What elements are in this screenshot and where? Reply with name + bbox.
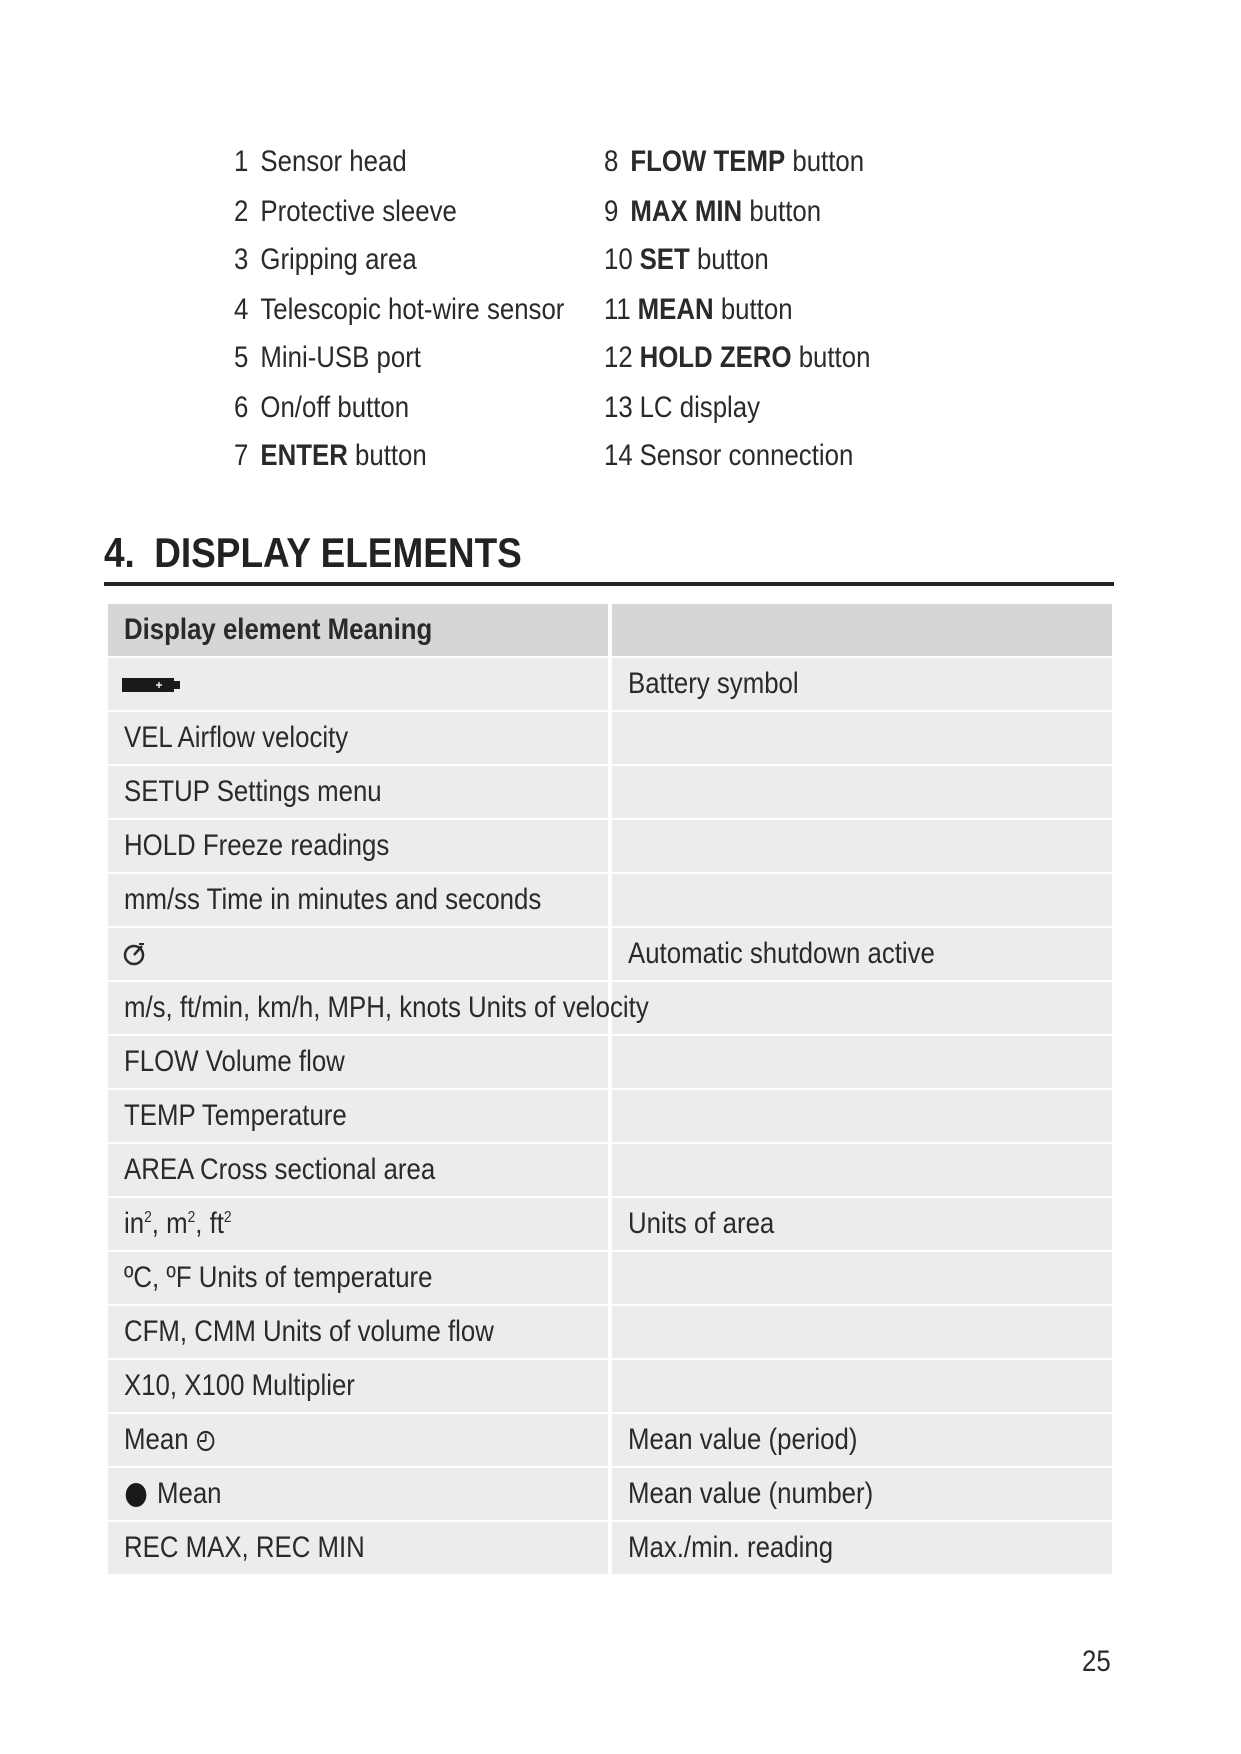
- part-label: LC display: [639, 391, 761, 424]
- table-row: [108, 1360, 1112, 1412]
- part-label-rest: button: [689, 243, 769, 276]
- unit-ft: , ft: [195, 1207, 224, 1240]
- table-cell-element: [108, 1252, 608, 1304]
- table-cell-element: [108, 1360, 608, 1412]
- meaning-text: Units of area: [628, 1207, 775, 1240]
- part-number: 13: [604, 391, 633, 424]
- part-item-12: [604, 340, 870, 376]
- table-row: [108, 1522, 1112, 1574]
- table-cell-meaning: [612, 928, 1112, 980]
- table-cell-element: [108, 928, 608, 980]
- part-number: 4: [234, 293, 249, 326]
- part-label: On/off button: [260, 391, 410, 424]
- part-label-rest: button: [713, 293, 793, 326]
- part-label-bold: HOLD ZERO: [639, 341, 792, 374]
- part-label: Telescopic hot-wire sensor: [260, 293, 565, 326]
- table-row: [108, 928, 1112, 980]
- part-label-rest: button: [791, 341, 871, 374]
- part-number: 8: [604, 145, 619, 178]
- part-item-7: [234, 438, 427, 474]
- table-cell-meaning: [612, 874, 1112, 926]
- table-cell-meaning: [612, 1198, 1112, 1250]
- table-cell-element: [108, 1144, 608, 1196]
- table-cell-element: [108, 1090, 608, 1142]
- table-cell-meaning: [612, 1090, 1112, 1142]
- table-row: [108, 1414, 1112, 1466]
- element-text: mm/ss Time in minutes and seconds: [124, 883, 542, 916]
- section-number: 4.: [104, 529, 135, 576]
- table-cell-element: [108, 712, 608, 764]
- part-label: Mini-USB port: [260, 341, 421, 374]
- table-cell-element: [108, 1522, 608, 1574]
- part-item-13: [604, 390, 760, 426]
- part-number: 11: [604, 293, 631, 326]
- table-row: [108, 766, 1112, 818]
- part-item-3: [234, 242, 417, 278]
- table-header-cell: [108, 604, 608, 656]
- superscript: 2: [223, 1209, 232, 1226]
- part-label-bold: MAX MIN: [630, 195, 743, 228]
- part-number: 9: [604, 195, 619, 228]
- heading-rule: [104, 582, 1114, 586]
- part-item-5: [234, 340, 421, 376]
- table-cell-meaning: [612, 1522, 1112, 1574]
- mean-label: Mean: [156, 1477, 222, 1510]
- part-number: 1: [234, 145, 249, 178]
- table-row: [108, 1036, 1112, 1088]
- part-number: 14: [604, 439, 633, 472]
- table-header-row: [108, 604, 1112, 656]
- meaning-text: Mean value (period): [628, 1423, 858, 1456]
- part-item-8: [604, 144, 864, 180]
- table-cell-meaning: [612, 1306, 1112, 1358]
- table-cell-element: [108, 1414, 608, 1466]
- battery-icon: [122, 678, 180, 692]
- clock-icon: [196, 1429, 217, 1453]
- part-number: 3: [234, 243, 249, 276]
- table-cell-element: [108, 820, 608, 872]
- table-cell-meaning: [612, 1360, 1112, 1412]
- meaning-text: Automatic shutdown active: [628, 937, 935, 970]
- element-text: AREA Cross sectional area: [124, 1153, 436, 1186]
- part-item-1: [234, 144, 407, 180]
- element-text: CFM, CMM Units of volume flow: [124, 1315, 494, 1348]
- part-label-rest: button: [347, 439, 427, 472]
- table-cell-element: [108, 1198, 608, 1250]
- part-item-4: [234, 292, 564, 328]
- table-header-text: Display element Meaning: [124, 613, 433, 646]
- mean-label: Mean: [124, 1423, 189, 1456]
- table-row: [108, 1306, 1112, 1358]
- part-label: Protective sleeve: [260, 195, 457, 228]
- part-number: 5: [234, 341, 249, 374]
- table-row: [108, 712, 1112, 764]
- filled-circle-icon: [124, 1480, 150, 1510]
- table-cell-meaning: [612, 1414, 1112, 1466]
- meaning-text: Mean value (number): [628, 1477, 874, 1510]
- part-number: 12: [604, 341, 633, 374]
- table-cell-element: [108, 1306, 608, 1358]
- table-row: [108, 1468, 1112, 1520]
- table-cell-element: [108, 658, 608, 710]
- part-number: 6: [234, 391, 249, 424]
- part-number: 10: [604, 243, 633, 276]
- unit-in: in: [124, 1207, 145, 1240]
- element-text: [124, 1414, 216, 1466]
- element-text: [124, 1468, 222, 1520]
- part-item-2: [234, 194, 457, 230]
- meaning-text: Battery symbol: [628, 667, 799, 700]
- table-cell-meaning: [612, 1036, 1112, 1088]
- unit-m: , m: [151, 1207, 188, 1240]
- table-cell-meaning: [612, 712, 1112, 764]
- table-cell-element: [108, 1468, 608, 1520]
- table-row: [108, 874, 1112, 926]
- part-item-10: [604, 242, 769, 278]
- superscript: 2: [144, 1209, 152, 1226]
- element-text: m/s, ft/min, km/h, MPH, knots Units of velocity: [124, 991, 649, 1024]
- meaning-text: Max./min. reading: [628, 1531, 834, 1564]
- part-item-9: [604, 194, 821, 230]
- table-cell-meaning: [612, 982, 1112, 1034]
- table-cell-meaning: [612, 1144, 1112, 1196]
- table-row: [108, 658, 1112, 710]
- part-label-rest: button: [785, 145, 865, 178]
- part-label: Sensor head: [260, 145, 407, 178]
- element-text: FLOW Volume flow: [124, 1045, 345, 1078]
- table-cell-element: [108, 1036, 608, 1088]
- part-label-bold: SET: [639, 243, 690, 276]
- part-label-bold: ENTER: [260, 439, 348, 472]
- superscript: 2: [187, 1209, 196, 1226]
- element-text: REC MAX, REC MIN: [124, 1531, 365, 1564]
- part-item-14: [604, 438, 853, 474]
- element-text: X10, X100 Multiplier: [124, 1369, 355, 1402]
- auto-shutdown-icon: [122, 941, 148, 967]
- element-text: ºC, ºF Units of temperature: [124, 1261, 433, 1294]
- table-cell-meaning: [612, 766, 1112, 818]
- table-cell-meaning: [612, 1252, 1112, 1304]
- table-row: [108, 982, 1112, 1034]
- section-title: DISPLAY ELEMENTS: [154, 529, 522, 576]
- table-row: [108, 1144, 1112, 1196]
- table-row: [108, 1198, 1112, 1250]
- table-row: [108, 820, 1112, 872]
- element-text: TEMP Temperature: [124, 1099, 347, 1132]
- table-row: [108, 1090, 1112, 1142]
- table-cell-meaning: [612, 820, 1112, 872]
- part-label-bold: FLOW TEMP: [630, 145, 786, 178]
- part-item-6: [234, 390, 409, 426]
- table-cell-element: [108, 874, 608, 926]
- part-label: Sensor connection: [639, 439, 854, 472]
- part-label-rest: button: [742, 195, 822, 228]
- section-heading: [104, 528, 522, 578]
- element-text: [124, 1198, 232, 1250]
- page-number: 25: [1082, 1645, 1111, 1678]
- table-cell-meaning: [612, 1468, 1112, 1520]
- part-number: 2: [234, 195, 249, 228]
- part-item-11: [604, 292, 793, 328]
- part-label-bold: MEAN: [637, 293, 714, 326]
- table-cell-meaning: [612, 658, 1112, 710]
- part-label: Gripping area: [260, 243, 417, 276]
- part-number: 7: [234, 439, 249, 472]
- table-cell-element: [108, 766, 608, 818]
- table-header-cell: [612, 604, 1112, 656]
- element-text: VEL Airflow velocity: [124, 721, 349, 754]
- table-row: [108, 1252, 1112, 1304]
- element-text: HOLD Freeze readings: [124, 829, 390, 862]
- element-text: SETUP Settings menu: [124, 775, 382, 808]
